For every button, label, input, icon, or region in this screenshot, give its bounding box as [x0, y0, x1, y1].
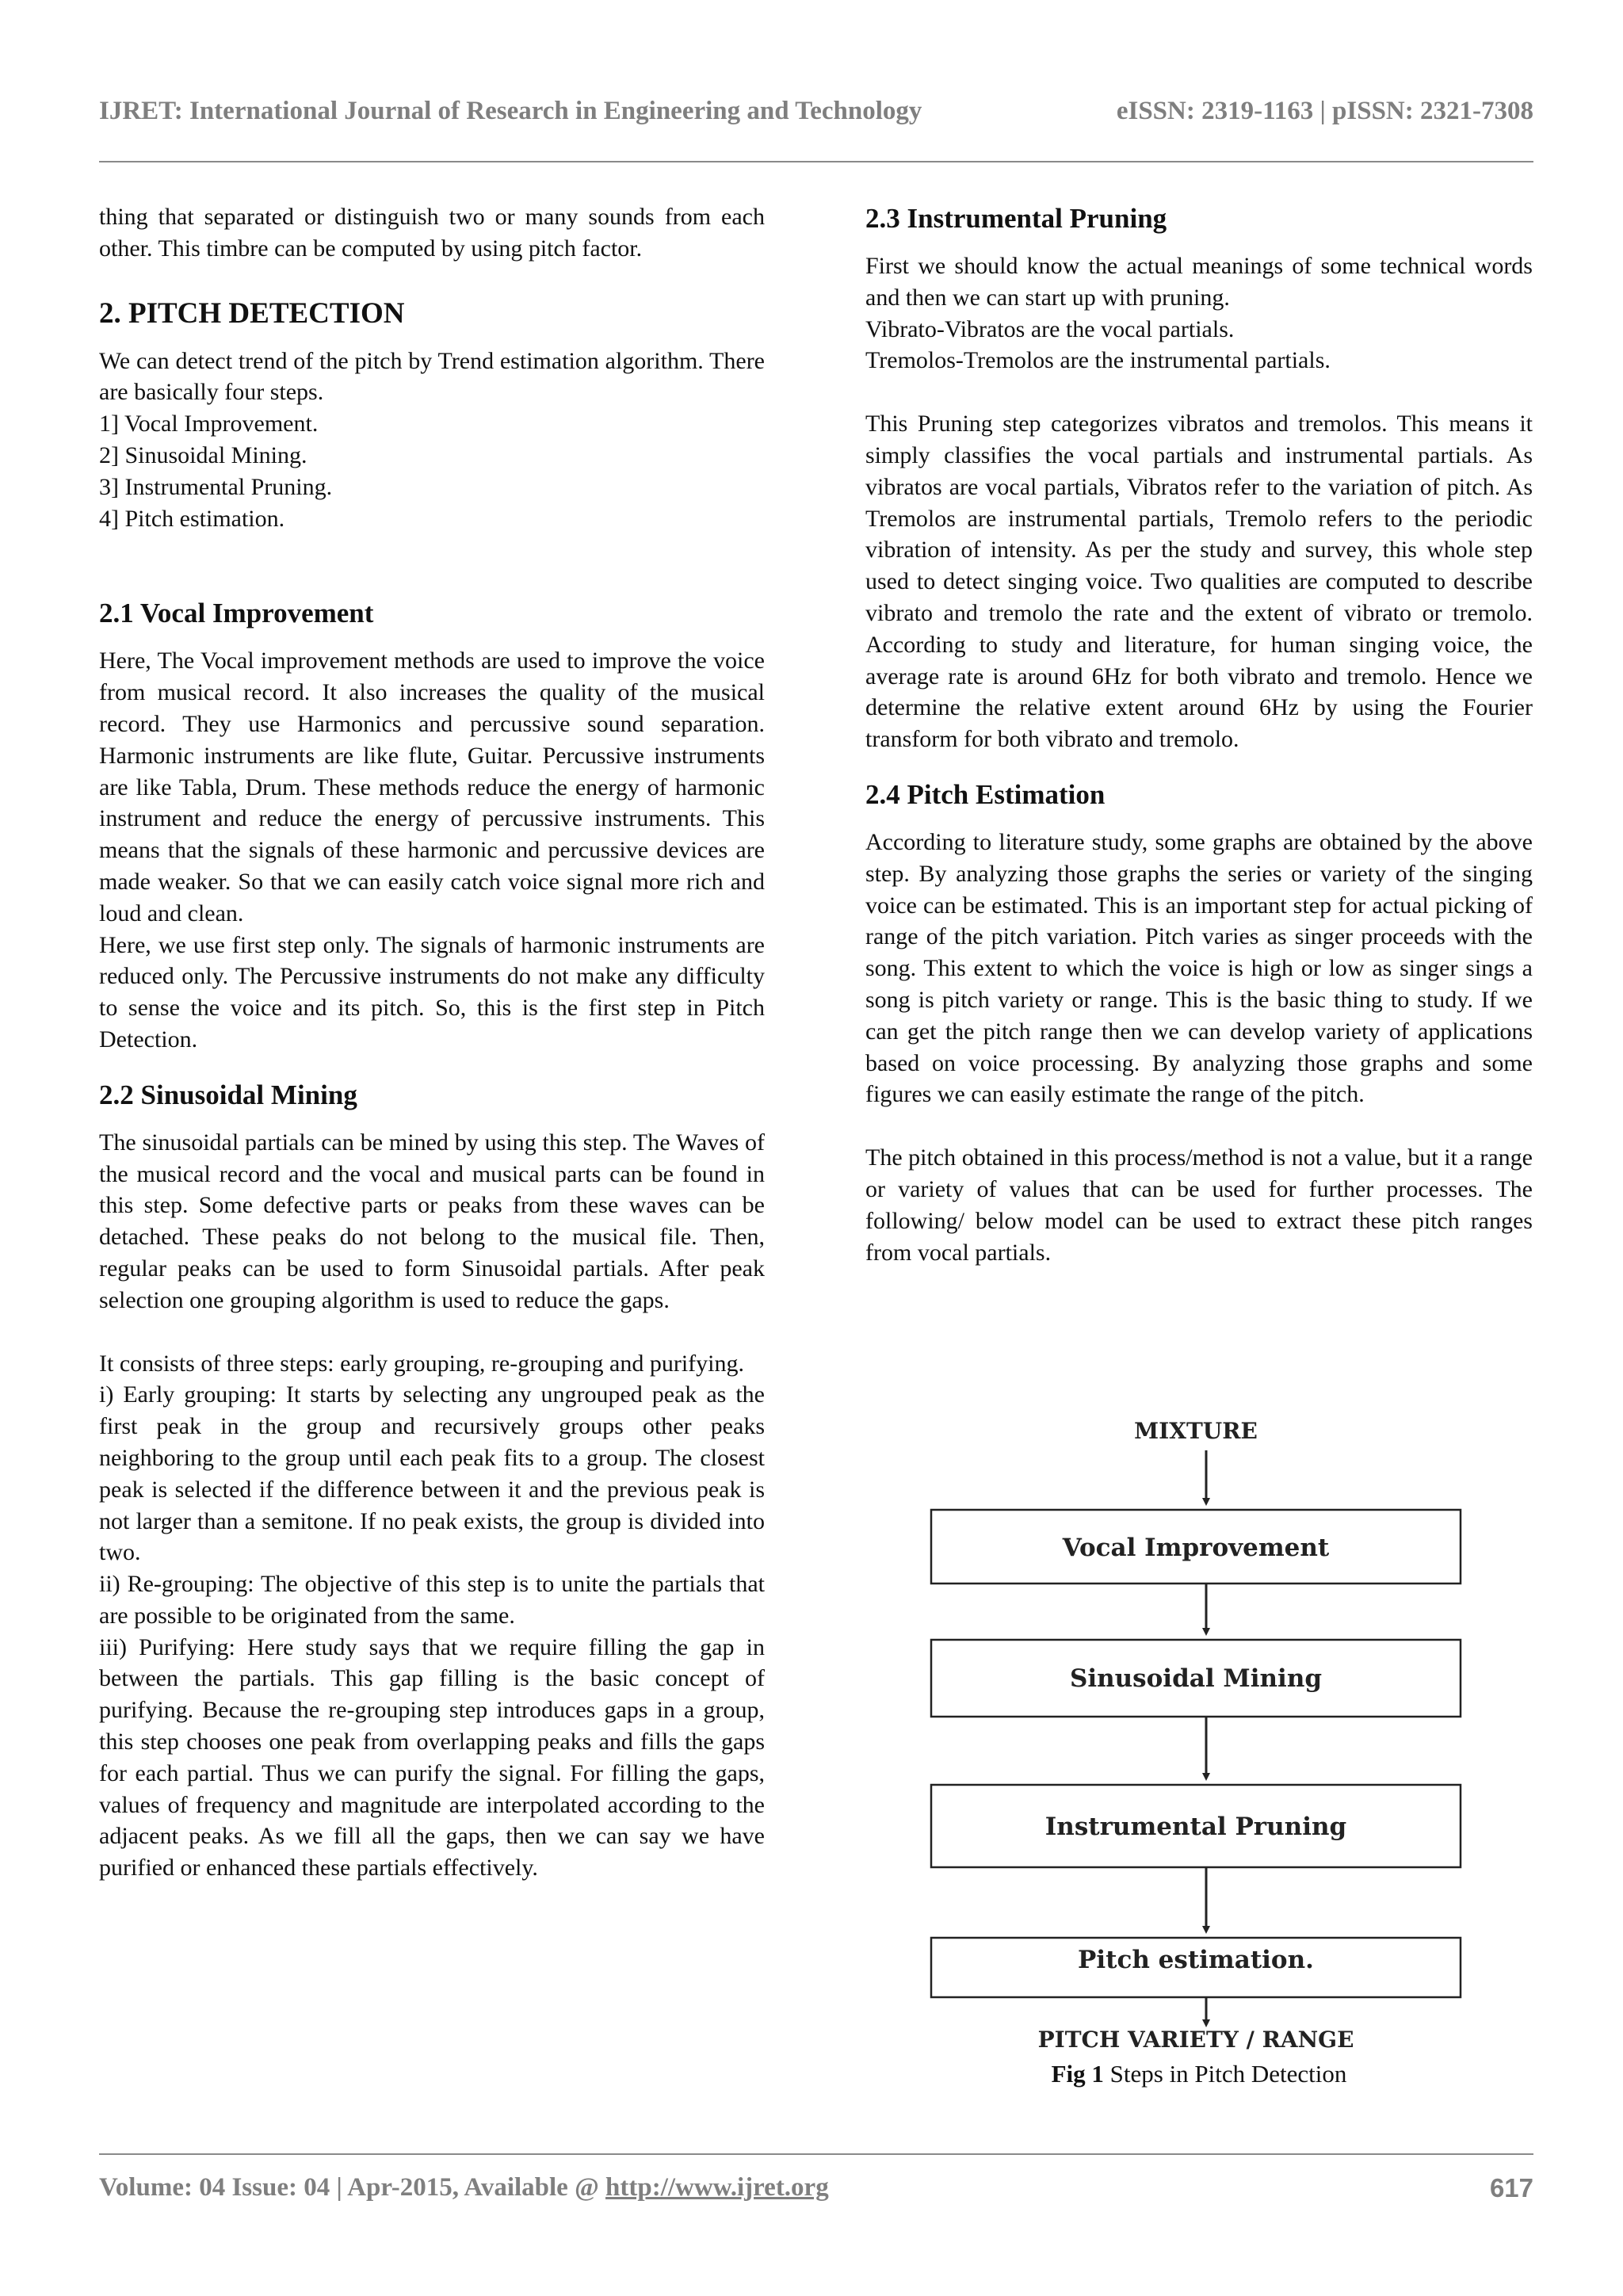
- section-2-4-heading: 2.4 Pitch Estimation: [865, 778, 1106, 810]
- section-2-heading: 2. PITCH DETECTION: [99, 296, 405, 330]
- journal-link[interactable]: http://www.ijret.org: [605, 2173, 829, 2202]
- section-2-paragraph: We can detect trend of the pitch by Trend estimation algorithm. There are basically four steps.: [99, 347, 765, 406]
- page-number: 617: [1489, 2173, 1533, 2202]
- volume-text: Volume: 04 Issue: 04 | Apr-2015, Available @: [99, 2173, 606, 2202]
- right-column: [865, 201, 1533, 1268]
- running-header: [99, 97, 1533, 136]
- flow-output-label: PITCH VARIETY / RANGE: [1037, 2027, 1354, 2053]
- figure-caption-label: Fig 1: [1051, 2060, 1104, 2088]
- section-2-4-paragraph: The pitch obtained in this process/method is not a value, but it a range or variety of values that can be used for further processes. The following/ below model can be used to extract these pitch ranges from vocal partials.: [865, 1144, 1533, 1266]
- flowchart-diagram: [865, 1407, 1533, 2057]
- section-2-4-paragraph: According to literature study, some graphs are obtained by the above step. By analyzing those graphs the series or variety of the singing voice can be estimated. This is an important step for actual picking of range of the pitch variation. Pitch varies as singer proceeds with the song. This extent to which the voice is high or low as singer sings a song is pitch variety or range. This is the basic thing to study. If we can get the pitch range then we can develop variety of applications based on voice processing. By analyzing those graphs and some figures we can easily estimate the range of the pitch.: [865, 828, 1533, 1108]
- header-divider: [99, 161, 1533, 162]
- figure-caption-text: Steps in Pitch Detection: [1103, 2060, 1347, 2088]
- left-column: [99, 201, 765, 1884]
- section-2-2-paragraph: ii) Re-grouping: The objective of this step is to unite the partials that are possible to be originated from the same.: [99, 1571, 765, 1629]
- flow-box-label: Pitch estimation.: [1078, 1946, 1314, 1974]
- section-2-2-heading: 2.2 Sinusoidal Mining: [99, 1079, 357, 1110]
- flow-input-label: MIXTURE: [1134, 1418, 1258, 1444]
- volume-info: [99, 2173, 829, 2202]
- section-2-2-paragraph: It consists of three steps: early grouping, re-grouping and purifying.: [99, 1350, 744, 1377]
- figure-1-flowchart: [865, 1407, 1533, 2104]
- figure-caption: [865, 2060, 1533, 2088]
- section-2-2-paragraph: iii) Purifying: Here study says that we require filling the gap in between the partials. This gap filling is the basic concept of purifying. Because the re-grouping step introduces gaps in a group, this step chooses one peak from overlapping peaks and fills the gaps for each partial. Thus we can purify the signal. For filling the gaps, values of frequency and magnitude are interpolated according to the adjacent peaks. As we fill all the gaps, then we can say we have purified or enhanced these partials effectively.: [99, 1633, 765, 1881]
- intro-paragraph: thing that separated or distinguish two or many sounds from each other. This timbre can be computed by using pitch factor.: [99, 204, 765, 262]
- step-item: 4] Pitch estimation.: [99, 505, 285, 532]
- step-item: 2] Sinusoidal Mining.: [99, 441, 307, 468]
- flow-box-label: Instrumental Pruning: [1044, 1813, 1347, 1841]
- section-2-3-paragraph: First we should know the actual meanings of some technical words and then we can start up with pruning.: [865, 253, 1533, 311]
- footer-divider: [99, 2153, 1533, 2155]
- section-2-1-heading: 2.1 Vocal Improvement: [99, 598, 374, 629]
- running-footer: [99, 2173, 1533, 2213]
- section-2-3-paragraph: This Pruning step categorizes vibratos and tremolos. This means it simply classifies the vocal partials and instrumental partials. As vibratos are vocal partials, Vibratos refer to the variation of pitch. As Tremolos are instrumental partials, Tremolo refers to the periodic vibration of intensity. As per the study and survey, this whole step used to detect singing voice. Two qualities are computed to describe vibrato and tremolo the rate and the extent of vibrato or tremolo. According to study and literature, for human singing voice, the average rate is around 6Hz for both vibrato and tremolo. Hence we determine the relative extent around 6Hz by using the Fourier transform for both vibrato and tremolo.: [865, 411, 1533, 753]
- section-2-2-paragraph: i) Early grouping: It starts by selecting any ungrouped peak as the first peak in the group and recursively groups other peaks neighboring to the group until each peak fits to a group. The closest peak is selected if the difference between it and the previous peak is not larger than a semitone. If no peak exists, the group is divided into two.: [99, 1381, 765, 1566]
- section-2-1-paragraph: Here, The Vocal improvement methods are used to improve the voice from musical record. It also increases the quality of the musical record. They use Harmonics and percussive sound separation. Harmonic instruments are like flute, Guitar. Percussive instruments are like Tabla, Drum. These methods reduce the energy of harmonic instrument and reduce the energy of percussive instruments. This means that the signals of these harmonic and percussive devices are made weaker. So that we can easily catch voice signal more rich and loud and clean.: [99, 648, 765, 926]
- journal-title: IJRET: International Journal of Research in Engineering and Technology: [99, 97, 922, 125]
- flow-box-label: Vocal Improvement: [1062, 1534, 1330, 1562]
- section-2-3-heading: 2.3 Instrumental Pruning: [865, 203, 1167, 234]
- section-2-1-paragraph: Here, we use first step only. The signals of harmonic instruments are reduced only. The Percussive instruments do not make any difficulty to sense the voice and its pitch. So, this is the first step in Pitch Detection.: [99, 931, 765, 1052]
- section-2-3-definition: Vibrato-Vibratos are the vocal partials.: [865, 315, 1235, 342]
- issn-info: eISSN: 2319-1163 | pISSN: 2321-7308: [1116, 97, 1533, 125]
- step-item: 1] Vocal Improvement.: [99, 411, 319, 437]
- flow-box-label: Sinusoidal Mining: [1069, 1664, 1323, 1693]
- step-item: 3] Instrumental Pruning.: [99, 473, 333, 500]
- section-2-3-definition: Tremolos-Tremolos are the instrumental partials.: [865, 347, 1331, 374]
- section-2-2-paragraph: The sinusoidal partials can be mined by using this step. The Waves of the musical record and the vocal and musical parts can be found in this step. Some defective parts or peaks from these waves can be detached. These peaks do not belong to the musical file. Then, regular peaks can be used to form Sinusoidal partials. After peak selection one grouping algorithm is used to reduce the gaps.: [99, 1129, 765, 1313]
